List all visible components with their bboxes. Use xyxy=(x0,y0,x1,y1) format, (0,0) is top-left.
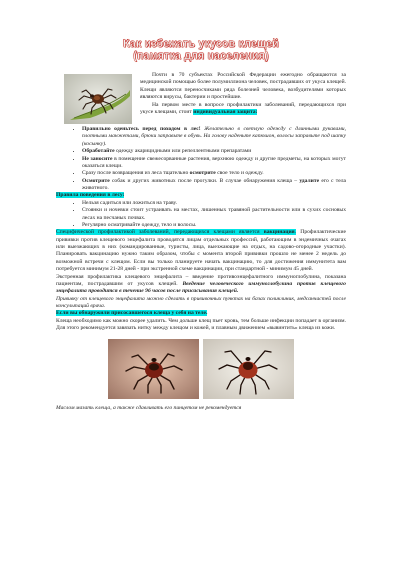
measure-pre: Сразу после возвращения из леса тщательно xyxy=(82,170,190,177)
list-item xyxy=(82,148,346,155)
found-tick-heading xyxy=(56,310,346,317)
emergency-text: Экстренная профилактика клещевого энцефалита – введение противоэнцефалитного иммуноглобулина, показана пациентам, пострадавшим от укусов клещей. xyxy=(56,273,346,287)
vaccination-highlight: Специфической профилактикой заболеваний, передающихся клещами является вакцинация. xyxy=(56,229,297,236)
prevention-highlight: индивидуальная защита: xyxy=(193,108,258,115)
list-item xyxy=(82,170,346,177)
emergency-paragraph xyxy=(56,274,346,296)
measure-bold: удалите xyxy=(299,177,320,184)
list-item: • Регулярно осматривайте одежду, тело и волосы. xyxy=(82,222,346,229)
forest-rules-title: Правила поведения в лесу: xyxy=(56,192,125,199)
forest-rules-heading xyxy=(56,192,346,199)
tick-photo-right xyxy=(203,339,294,399)
tick-photo-left xyxy=(108,339,199,399)
title-line-2: (памятка для населения) xyxy=(133,50,269,62)
list-item: • Нельзя садиться или ложиться на траву. xyxy=(82,200,346,207)
photo-caption: Маслом мазать клеща, а также сдавливать его пинцетом не рекомендуется xyxy=(56,404,242,411)
prevention-lead: На первом месте в вопросе профилактики заболеваний, передающихся при укусе клещами, стоит xyxy=(140,101,346,115)
vaccination-text: Профилактические прививки против клещевого энцефалита проводятся лицам отдельных профессий, работающим в эндемичных очагах или выезжающих в них (командированные, туристы, лица, выезжающие на отдых, на садово-огородные участки). Планировать вакцинацию нужно таким образом, чтобы с момента второй прививки прошло не менее 2 недель до возможной встречи с клещом. Если вы только планируете начать вакцинацию, то для достижения иммунитета вам потребуется минимум 21-28 дней - при экстренной схеме вакцинации, при стандартной - минимум 45 дней. xyxy=(56,229,347,273)
list-item xyxy=(82,126,346,148)
measure-text: свое тело и одежду. xyxy=(215,170,264,177)
measure-bold: Не заносите xyxy=(82,155,113,162)
measure-bold: Правильно оденьтесь перед походом в лес! xyxy=(82,126,201,132)
vaccination-lead: Специфической профилактикой заболеваний, передающихся клещами является xyxy=(56,229,260,236)
intro-block xyxy=(56,72,346,126)
title-line-1: Как избежать укусов клещей xyxy=(123,38,279,50)
vaccination-paragraph xyxy=(56,229,346,273)
forest-rules-list xyxy=(56,200,346,230)
grafting-note: Прививку от клещевого энцефалита можно сделать в прививочных пунктах на базах поликлиник, медсанчастей после консультаций врача. xyxy=(56,295,346,309)
list-item xyxy=(82,178,346,193)
emergency-emphasis: Введение человеческого иммуноглобулина против клещевого энцефалита проводится в течение 96 часов после присасывания клещей. xyxy=(56,280,346,295)
vaccination-word: вакцинация xyxy=(263,229,295,236)
list-item: • Стоянки и ночевки стоит устраивать на местах, лишенных травяной растительности или в сухих сосновых лесах на песчаных почвах. xyxy=(82,207,346,222)
tick-on-leaf-photo xyxy=(64,74,132,124)
measure-italic: Желательно в светлую одежду с длинными рукавами, плотными манжетами, брюки заправьте в обувь. На голову наденьте капюшон, волосы заправьте под шапку (косынку). xyxy=(82,126,347,147)
measure-text: его с тела животного. xyxy=(82,177,346,191)
personal-protection-list xyxy=(56,126,346,192)
measure-text: одежду акарицидными или репеллентными препаратами xyxy=(114,148,252,155)
measure-bold: осмотрите xyxy=(189,170,216,177)
measure-bold: Обработайте xyxy=(82,148,115,155)
intro-text: Почти в 70 субъектах Российской Федерации ежегодно обращаются за медицинской помощью более полумиллиона человек, пострадавших от укуса клещей. Клещи являются переносчиками ряда болезней человека, возбудителями которых являются вирусы, бактерии и простейшие. xyxy=(140,72,346,101)
list-item xyxy=(82,156,346,171)
tick-photos xyxy=(56,339,346,399)
measure-bold: Осмотрите xyxy=(82,177,110,184)
found-tick-highlight: Если вы обнаружили присосавшегося клеща у себя на теле. xyxy=(56,310,208,317)
found-tick-text: Клеща необходимо как можно скорее удалить. Чем дольше клещ пьет кровь, тем больше инфекции попадает в организм. Для этого рекомендуется завязать нитку между клещом и кожей, и плавным движением «вывинтить» клеща из кожи. xyxy=(56,317,346,332)
measure-text: собак и других животных после прогулки. В случае обнаружения клеща – xyxy=(109,177,300,184)
measure-text: в помещение свежесорванные растения, верхнюю одежду и другие предметы, на которых могут оказаться клещи. xyxy=(82,155,346,169)
page-title xyxy=(56,38,346,62)
